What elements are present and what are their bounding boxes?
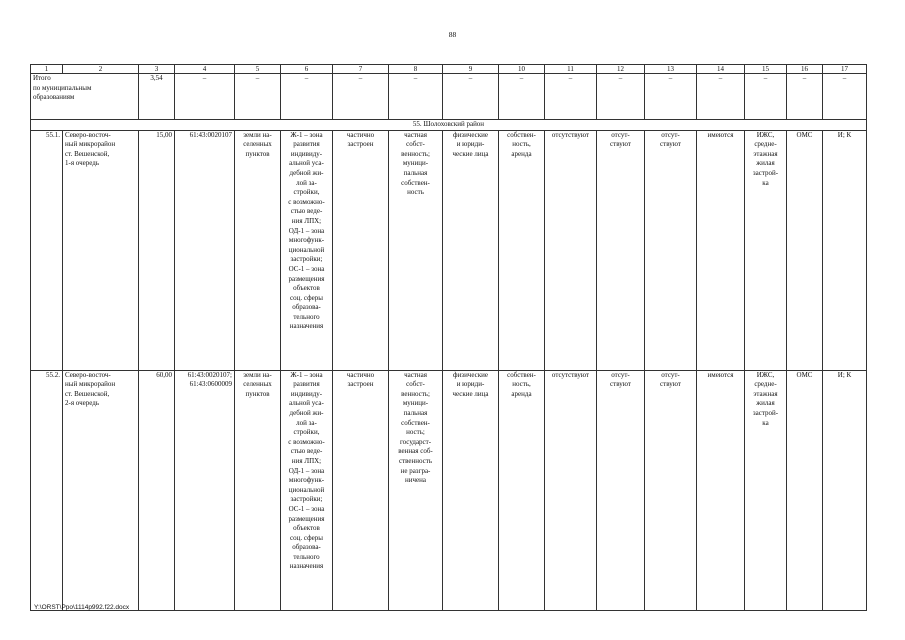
notes: И; К: [823, 370, 867, 610]
owners: физические и юриди- ческие лица: [443, 130, 499, 370]
total-dash: –: [389, 74, 443, 120]
column-number: 15: [745, 65, 787, 74]
total-area: 3,54: [139, 74, 175, 120]
total-dash: –: [597, 74, 645, 120]
cadastral-number: 61:43:0020107; 61:43:0600009: [175, 370, 235, 610]
column-number: 9: [443, 65, 499, 74]
utilities: имеются: [697, 370, 745, 610]
total-dash: –: [645, 74, 697, 120]
column-number: 13: [645, 65, 697, 74]
land-plots-table: [30, 64, 867, 611]
column-number: 6: [281, 65, 333, 74]
plot-area: 60,00: [139, 370, 175, 610]
total-dash: –: [823, 74, 867, 120]
column-number: 10: [499, 65, 545, 74]
section-title: 55. Шолоховский район: [31, 120, 867, 131]
row-number: 55.1.: [31, 130, 63, 370]
disputes: отсут- ствуют: [645, 370, 697, 610]
total-dash: –: [787, 74, 823, 120]
total-dash: –: [235, 74, 281, 120]
column-number: 17: [823, 65, 867, 74]
column-number: 3: [139, 65, 175, 74]
column-number-row: [31, 65, 867, 74]
total-dash: –: [443, 74, 499, 120]
notes: И; К: [823, 130, 867, 370]
section-row: [31, 120, 867, 131]
ownership-form: частная собст- венность; муници- пальная собствен- ность: [389, 130, 443, 370]
page-number: 88: [448, 30, 457, 39]
column-number: 12: [597, 65, 645, 74]
total-dash: –: [545, 74, 597, 120]
total-dash: –: [499, 74, 545, 120]
column-number: 5: [235, 65, 281, 74]
disputes: отсут- ствуют: [645, 130, 697, 370]
column-number: 4: [175, 65, 235, 74]
column-number: 7: [333, 65, 389, 74]
development-status: частично застроен: [333, 370, 389, 610]
table-row: [31, 130, 867, 370]
land-category: земли на- селенных пунктов: [235, 370, 281, 610]
column-number: 14: [697, 65, 745, 74]
authority: ОМС: [787, 370, 823, 610]
plot-name: Северо-восточ- ный микрорайон ст. Вешенской, 1-я очередь: [63, 130, 139, 370]
encumbrances: отсутствуют: [545, 130, 597, 370]
plot-area: 15,00: [139, 130, 175, 370]
encumbrances: отсутствуют: [545, 370, 597, 610]
development-status: частично застроен: [333, 130, 389, 370]
land-category: земли на- селенных пунктов: [235, 130, 281, 370]
total-label: Итого по муниципальным образованиям: [31, 74, 139, 120]
cadastral-number: 61:43:0020107: [175, 130, 235, 370]
ownership-form: частная собст- венность; муници- пальная собствен- ность; государст- венная соб- ственность не разгра- ничена: [389, 370, 443, 610]
zoning: Ж-1 – зона развития индивиду- альной уса- дебной жи- лой за- стройки, с возможно- стью веде- ния ЛПХ; ОД-1 – зона многофунк- циональной застройки; ОС-1 – зона размещения объектов соц. сферы образова- тельного назначения: [281, 370, 333, 610]
owners: физические и юриди- ческие лица: [443, 370, 499, 610]
total-dash: –: [333, 74, 389, 120]
column-number: 8: [389, 65, 443, 74]
total-dash: –: [697, 74, 745, 120]
total-dash: –: [281, 74, 333, 120]
intended-use: ИЖС, средне- этажная жилая застрой- ка: [745, 370, 787, 610]
utilities: имеются: [697, 130, 745, 370]
restrictions: отсут- ствуют: [597, 130, 645, 370]
total-dash: –: [175, 74, 235, 120]
total-row: [31, 74, 867, 120]
table-row: [31, 370, 867, 610]
column-number: 2: [63, 65, 139, 74]
intended-use: ИЖС, средне- этажная жилая застрой- ка: [745, 130, 787, 370]
zoning: Ж-1 – зона развития индивиду- альной уса- дебной жи- лой за- стройки, с возможно- стью веде- ния ЛПХ; ОД-1 – зона многофунк- циональной застройки; ОС-1 – зона размещения объектов соц. сферы образова- тельного назначения: [281, 130, 333, 370]
rights-type: собствен- ность, аренда: [499, 370, 545, 610]
authority: ОМС: [787, 130, 823, 370]
column-number: 1: [31, 65, 63, 74]
total-dash: –: [745, 74, 787, 120]
file-path-footer: Y:\ORST\Ppo\1114p992.f22.docx: [34, 604, 130, 611]
row-number: 55.2.: [31, 370, 63, 610]
column-number: 11: [545, 65, 597, 74]
restrictions: отсут- ствуют: [597, 370, 645, 610]
column-number: 16: [787, 65, 823, 74]
plot-name: Северо-восточ- ный микрорайон ст. Вешенской, 2-я очередь: [63, 370, 139, 610]
rights-type: собствен- ность, аренда: [499, 130, 545, 370]
